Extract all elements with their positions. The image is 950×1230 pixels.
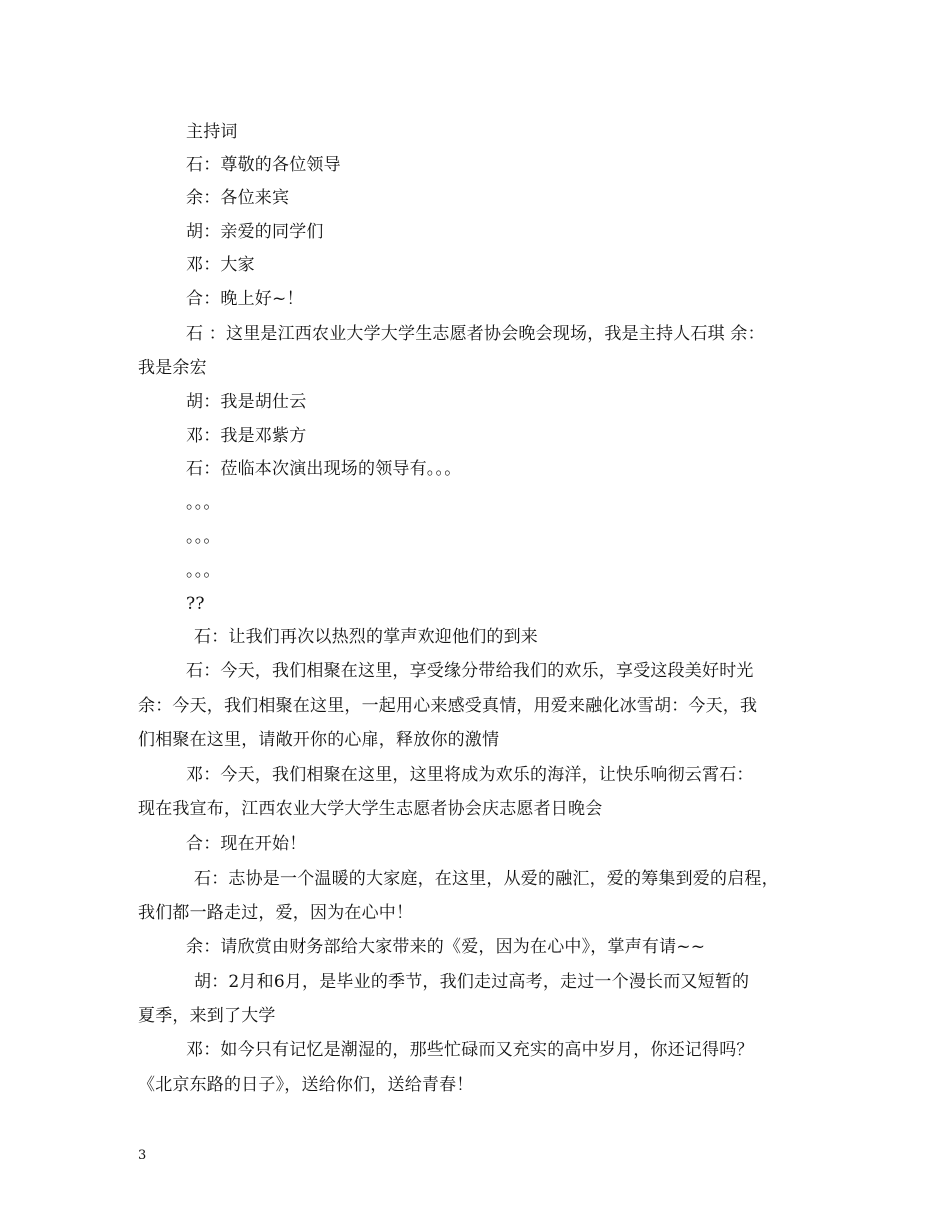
text-line: 。。。: [186, 527, 221, 547]
text-line: ??: [186, 594, 205, 614]
text-line: 胡：亲爱的同学们: [186, 222, 324, 242]
text-line: 余：今天，我们相聚在这里，一起用心来感受真情，用爱来融化冰雪胡：今天，我: [138, 696, 758, 716]
text-line: 石：让我们再次以热烈的掌声欢迎他们的到来: [194, 627, 538, 647]
text-line: 合：晚上好~！: [186, 289, 304, 309]
text-line: 余：各位来宾: [186, 188, 290, 208]
text-line: 《北京东路的日子》，送给你们，送给青春！: [138, 1075, 474, 1095]
text-line: 。。。: [186, 493, 221, 513]
text-line: 合：现在开始！: [186, 834, 307, 854]
text-line: 邓：如今只有记忆是潮湿的，那些忙碌而又充实的高中岁月，你还记得吗？: [186, 1040, 754, 1060]
text-line: 石：莅临本次演出现场的领导有。。。: [186, 459, 462, 479]
text-line: 邓：我是邓紫方: [186, 426, 307, 446]
heading-line: 主持词: [186, 122, 238, 142]
text-line: 邓：大家: [186, 255, 255, 275]
text-line: 胡：2月和6月，是毕业的季节，我们走过高考，走过一个漫长而又短暂的: [194, 972, 750, 992]
text-line: 夏季，来到了大学: [138, 1006, 276, 1026]
text-line: 石：志协是一个温暖的大家庭，在这里，从爱的融汇，爱的筹集到爱的启程，: [194, 869, 779, 889]
text-line: 石 ：这里是江西农业大学大学生志愿者协会晚会现场，我是主持人石琪 余：: [186, 324, 765, 344]
text-line: 我是余宏: [138, 358, 207, 378]
text-line: 石：尊敬的各位领导: [186, 155, 341, 175]
text-line: 邓：今天，我们相聚在这里，这里将成为欢乐的海洋，让快乐响彻云霄石：: [186, 765, 754, 785]
text-line: 们相聚在这里，请敞开你的心扉，释放你的激情: [138, 730, 500, 750]
text-line: 现在我宣布，江西农业大学大学生志愿者协会庆志愿者日晚会: [138, 799, 603, 819]
text-line: 。。。: [186, 561, 221, 581]
text-line: 胡：我是胡仕云: [186, 392, 307, 412]
text-line: 石：今天，我们相聚在这里，享受缘分带给我们的欢乐，享受这段美好时光: [186, 661, 754, 681]
text-line: 我们都一路走过，爱，因为在心中！: [138, 903, 414, 923]
text-line: 余：请欣赏由财务部给大家带来的《爱，因为在心中》，掌声有请~~: [186, 937, 706, 957]
page-number: 3: [138, 1148, 147, 1163]
